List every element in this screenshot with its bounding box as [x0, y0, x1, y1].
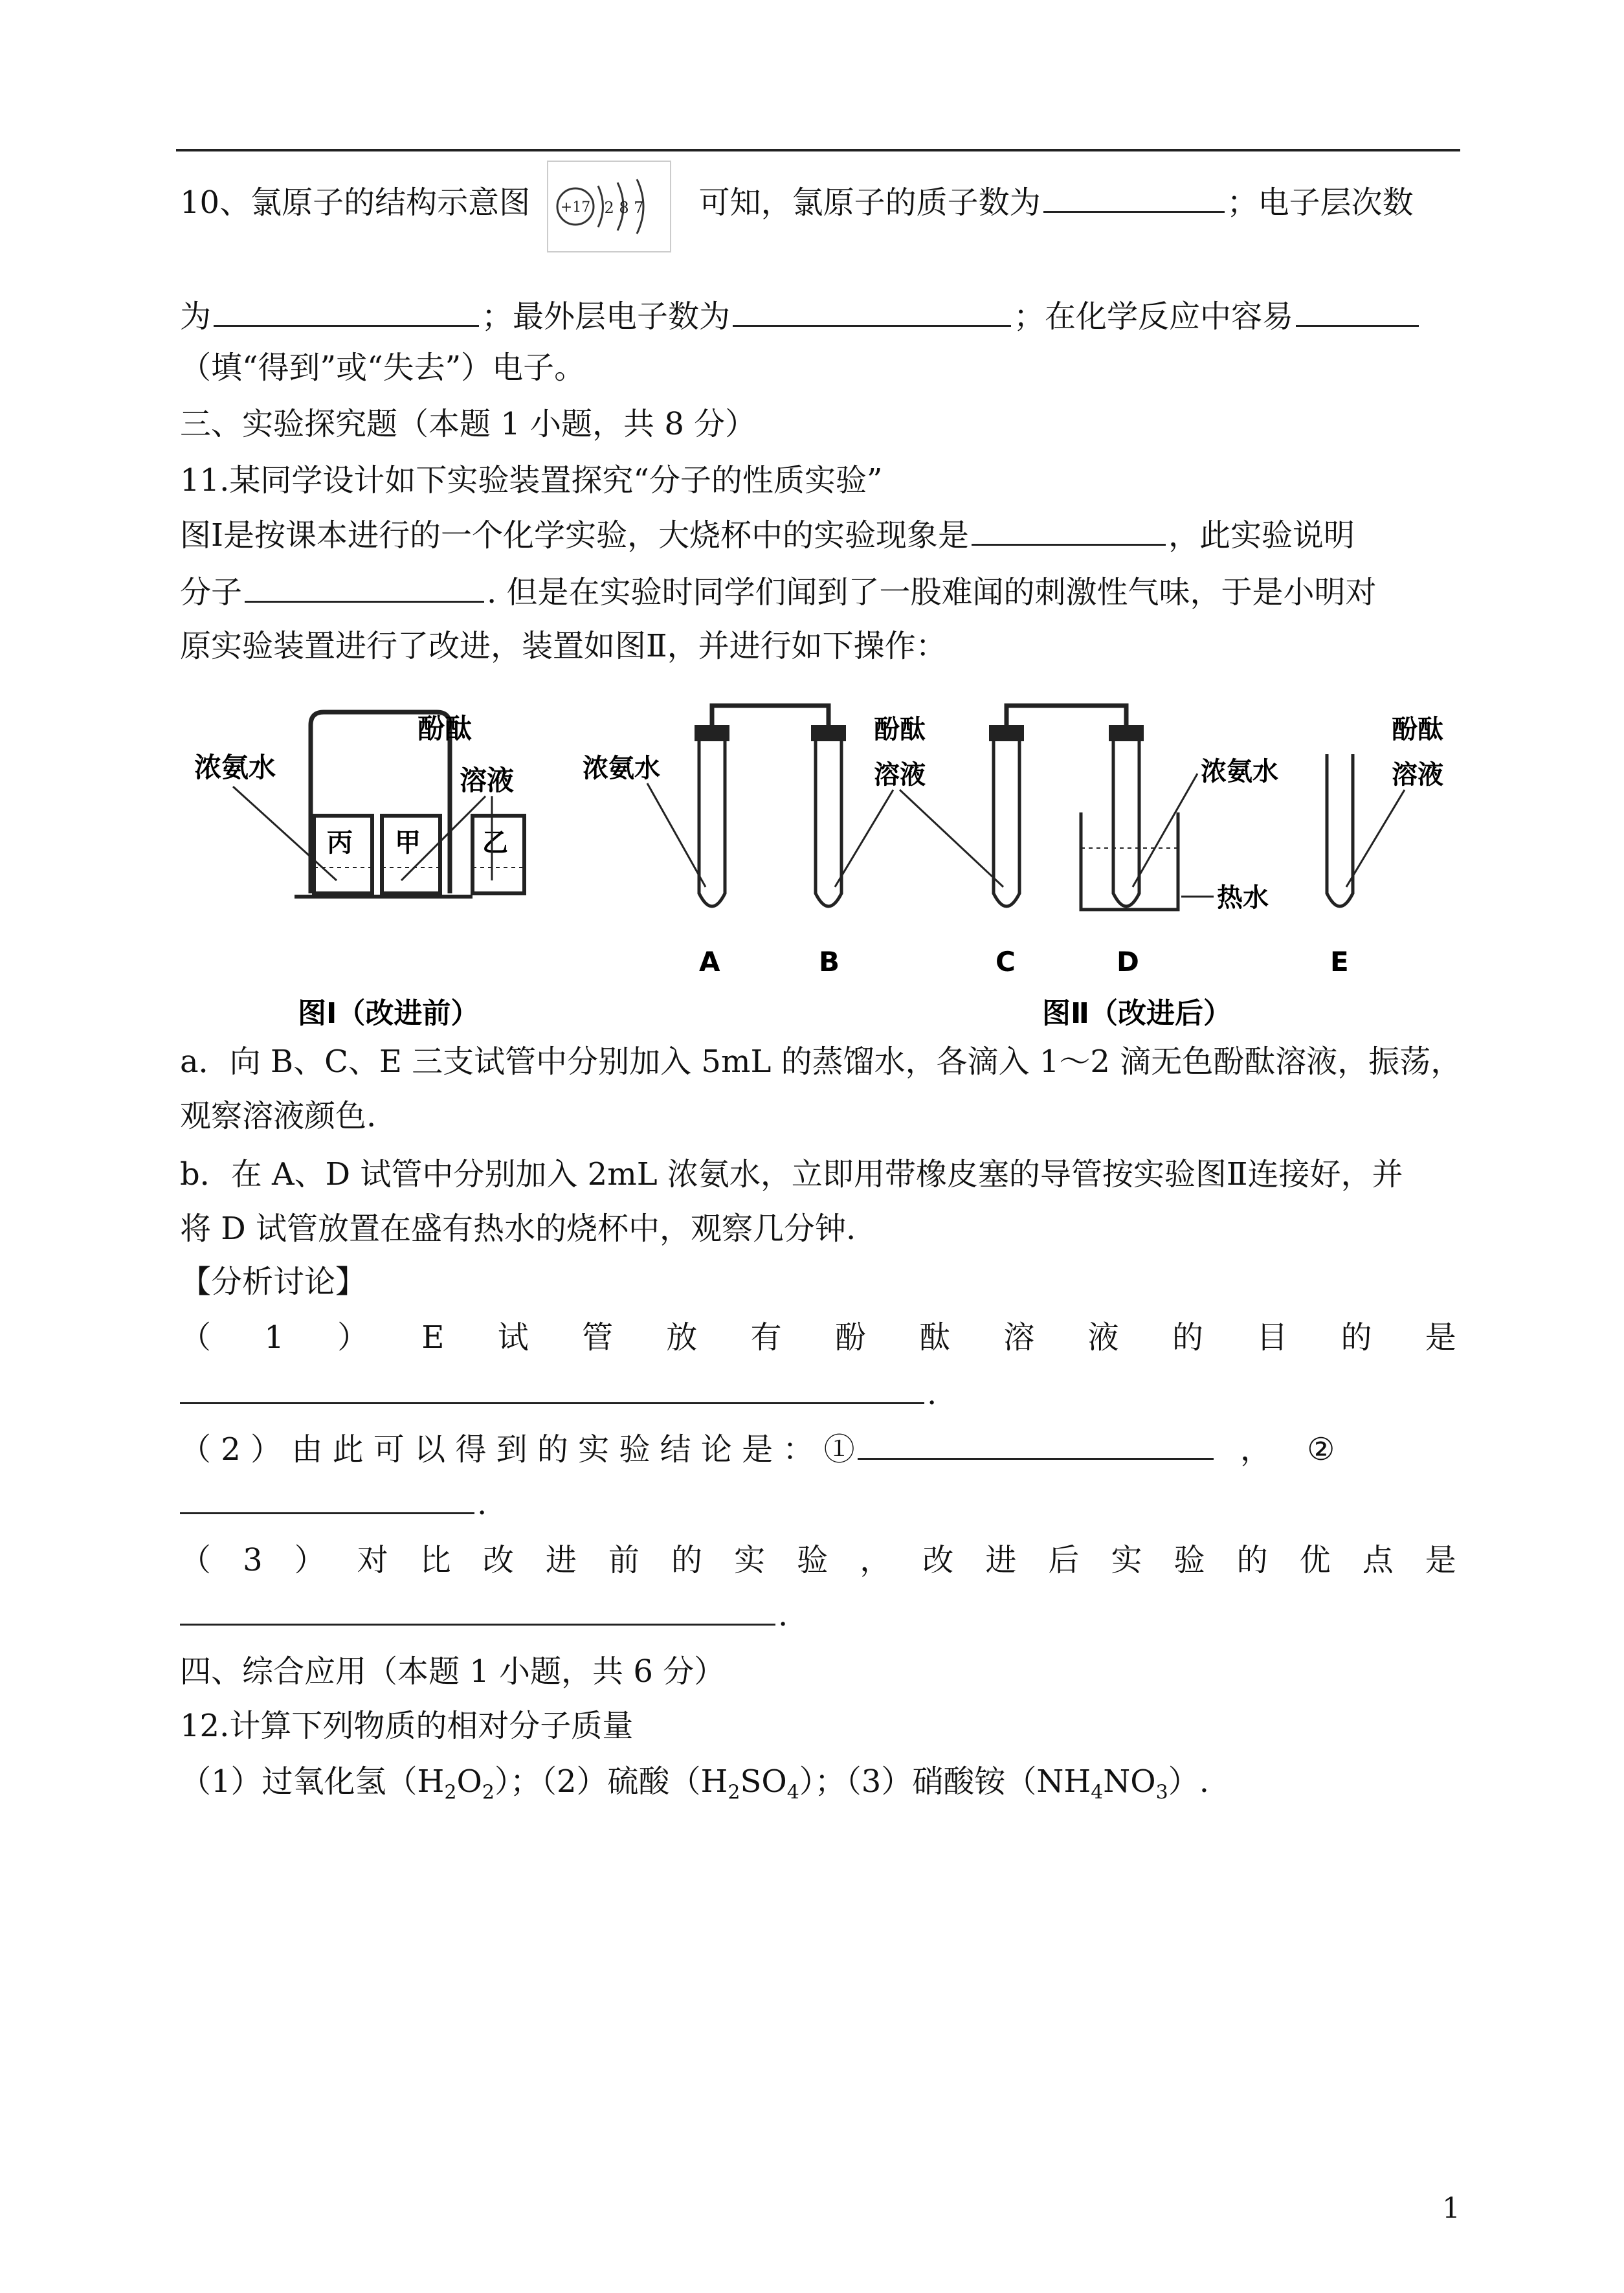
beaker-bing-label: 丙: [327, 828, 353, 858]
discussion-3-line: （ 3 ） 对 比 改 进 前 的 实 验 ， 改 进 后 实 验 的 优 点 是: [180, 1542, 1456, 1578]
analysis-title: 【分析讨论】: [180, 1264, 367, 1300]
fig1-phenol-label-1: 酚酞: [417, 713, 473, 744]
section4-title: 四、综合应用（本题 1 小题，共 6 分）: [180, 1653, 726, 1690]
discussion-3-answer: .: [180, 1595, 788, 1635]
answer-blank[interactable]: [180, 1484, 474, 1514]
tube-e-label: E: [1330, 946, 1349, 978]
figure-2-apparatus: [583, 706, 1443, 1030]
chlorine-atom-diagram: [540, 186, 669, 225]
answer-blank[interactable]: [180, 1374, 924, 1404]
answer-blank[interactable]: [1296, 296, 1419, 327]
discussion-1-line: （ 1 ） E 试 管 放 有 酚 酞 溶 液 的 目 的 是: [180, 1319, 1456, 1356]
fig2-ammonia-d-label: 浓氨水: [1201, 757, 1278, 787]
fig2-caption: 图Ⅱ（改进后）: [1042, 997, 1232, 1030]
q10-line3: （填“得到”或“失去”）电子。: [180, 350, 586, 386]
figure-1-apparatus: [194, 712, 524, 1030]
fig2-phenol-e-label-2: 溶液: [1392, 760, 1443, 790]
answer-blank[interactable]: [245, 572, 484, 603]
q11-p3: 原实验装置进行了改进，装置如图Ⅱ，并进行如下操作：: [180, 628, 947, 664]
fig2-phenol-e-label-1: 酚酞: [1392, 715, 1443, 744]
q11-intro: 11.某同学设计如下实验装置探究“分子的性质实验”: [180, 462, 883, 498]
answer-blank[interactable]: [733, 296, 1011, 327]
header-rule: [176, 149, 1460, 151]
answer-blank[interactable]: [214, 296, 479, 327]
q11-p2: 分子 . 但是在实验时同学们闻到了一股难闻的刺激性气味，于是小明对: [180, 572, 1377, 612]
tube-d-label: D: [1117, 946, 1139, 978]
beaker-jia-label: 甲: [395, 828, 421, 858]
discussion-2-line: （ 2 ） 由 此 可 以 得 到 的 实 验 结 论 是 ： ① ， ②: [180, 1429, 1335, 1469]
answer-blank[interactable]: [1043, 183, 1225, 213]
fig2-hot-water-label: 热水: [1217, 883, 1269, 913]
answer-blank[interactable]: [180, 1595, 775, 1626]
fig1-ammonia-label: 浓氨水: [194, 752, 276, 783]
discussion-2-answer: .: [180, 1484, 487, 1523]
q10-line2: 为 ；最外层电子数为 ；在化学反应中容易: [180, 296, 1421, 336]
page-number: 1: [1442, 2192, 1460, 2225]
step-a-line1: a．向 B、C、E 三支试管中分别加入 5mL 的蒸馏水，各滴入 1～2 滴无色酚酞溶液，振荡，: [180, 1044, 1462, 1080]
atom-shells: 2 8 7: [604, 198, 644, 217]
discussion-1-answer: .: [180, 1374, 937, 1413]
atom-nucleus: +17: [561, 199, 591, 216]
beaker-yi-label: 乙: [482, 828, 508, 858]
q11-p1: 图Ⅰ是按课本进行的一个化学实验，大烧杯中的实验现象是 ，此实验说明: [180, 515, 1355, 555]
q12-title: 12.计算下列物质的相对分子质量: [180, 1708, 634, 1744]
fig2-ammonia-a-label: 浓氨水: [583, 754, 660, 783]
tube-b-label: B: [819, 946, 840, 978]
step-a-line2: 观察溶液颜色.: [180, 1098, 377, 1134]
tube-a-label: A: [699, 946, 720, 978]
answer-blank[interactable]: [972, 515, 1166, 546]
q12-formulas: （1）过氧化氢$(H_2O_2)$；（2）硫酸$(H_2SO_4)$；（3）硝酸铵$(NH_4NO_3)$.: [180, 1763, 1209, 1804]
answer-blank[interactable]: [858, 1429, 1214, 1460]
experiment-figure: [181, 699, 1489, 1051]
q10-line1: 10、氯原子的结构示意图 +17 2 8 7 可知，氯原子的质子数为 ；电子层次数: [180, 183, 1414, 225]
tube-c-label: C: [996, 946, 1016, 978]
fig2-phenol-label-2: 溶液: [874, 760, 926, 790]
section3-title: 三、实验探究题（本题 1 小题，共 8 分）: [180, 406, 757, 442]
step-b-line1: b．在 A、D 试管中分别加入 2mL 浓氨水，立即用带橡皮塞的导管按实验图Ⅱ连接好，并: [180, 1156, 1403, 1192]
fig2-phenol-label-1: 酚酞: [874, 715, 926, 744]
fig1-phenol-label-2: 溶液: [460, 765, 515, 796]
fig1-caption: 图Ⅰ（改进前）: [298, 997, 480, 1030]
step-b-line2: 将 D 试管放置在盛有热水的烧杯中，观察几分钟.: [180, 1211, 856, 1247]
